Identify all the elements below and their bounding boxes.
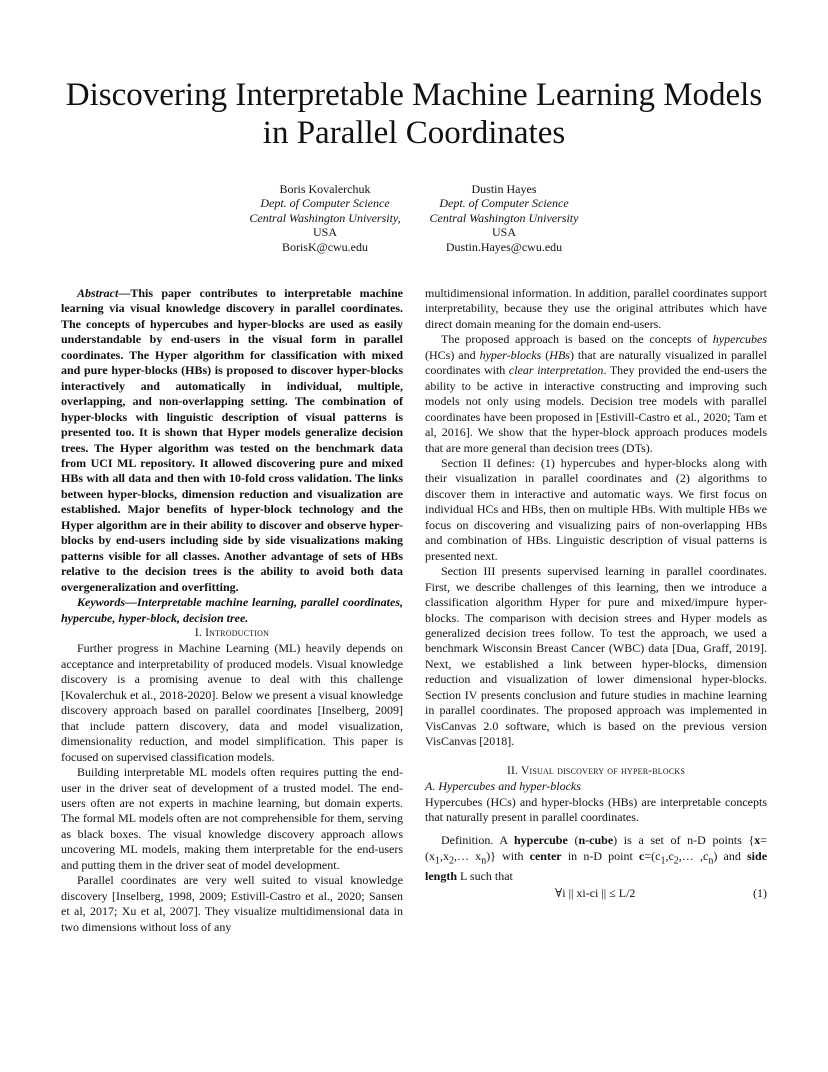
term-hypercubes: hypercubes — [712, 332, 767, 347]
paragraph: Hypercubes (HCs) and hyper-blocks (HBs) are interpretable concepts that naturally present in parallel coordinates. — [425, 794, 767, 824]
term-hbs: HBs — [549, 347, 570, 362]
text-run: ,x — [440, 848, 449, 863]
text-run: L such that — [457, 868, 513, 883]
definition-paragraph: Definition. A hypercube (n-cube) is a set of n-D points {$x=(x_1,x_2,\dots$ $x_n$)} with center in n-D point $c=(c_1,c_2,\dots$ $,c_n$) and side length L such that — [425, 833, 768, 883]
text-run: . They provided the end-users the ability to be active in interactive constructing and improving such models not only using models. Decision tree models with parallel coordinates have been proposed in [Estivill-Castro et al., 2020; Tam et al, 2016]. We show that the hyper-block approach produces models that are more general than decision trees (DTs). — [425, 363, 768, 455]
section-heading-visual-discovery: II. Visual discovery of hyper-blocks — [506, 764, 686, 777]
abstract-body: —This paper contributes to interpretable machine learning via visual knowledge discovery in parallel coordinates. The concepts of hypercubes and hyper-blocks are used as easily understandable by end-users in the visual form in parallel coordinates. The Hyper algorithm for classification with mixed and pure hyper-blocks (HBs) is proposed to discover hyper-blocks interactively and automatically in individual, multiple, overlapping, and non-overlapping setting. The combination of hyper-blocks with linguistic description of visual patterns is presented too. It is shown that Hyper models generalize decision trees. The Hyper algorithm was tested on the benchmark data from UCI ML repository. It allowed discovering pure and mixed HBs with all data and then with 10-fold cross validation. The links between hyper-blocks, dimension reduction and visualization are established. Major benefits of hyper-block technology and the Hyper algorithm are in their ability to discover and observe hyper-blocks by end-users including side by side visualizations making patterns visible for all classes. Another advantage of sets of HBs relative to the decision trees is the ability to avoid both data overgeneralization and overfitting. — [61, 286, 403, 594]
paragraph-continuation: multidimensional information. In addition, parallel coordinates support interpretability, because they use the original attributes which have direct domain meaning for the domain end-users. — [425, 286, 767, 331]
text-run: ,c — [665, 848, 674, 863]
abstract — [61, 286, 403, 595]
text-run: ( — [541, 347, 550, 362]
text-run: ,… ,c — [678, 848, 709, 863]
paragraph: Parallel coordinates are very well suited to visual knowledge discovery [Inselberg, 1998, 2009; Estivill-Castro et al., 2020; Sansen et al, 2017; Xu et al, 2007]. They visualize multidimensional data in two dimensions without loss of any — [61, 873, 403, 934]
author-university: Central Washington University, — [249, 210, 401, 225]
subsection-heading: A. Hypercubes and hyper-blocks — [425, 779, 581, 794]
paragraph: Section II defines: (1) hypercubes and hyper-blocks along with their visualization in parallel coordinates and (2) algorithms to discover them in interactive and automatic ways. We first focus on individual HCs and HBs, then on multiple HBs. With multiple HBs we focus on discovering and visualizing pairs of non-overlapping HBs and combination of HBs. Linguistic description of visual patterns is presented next. — [425, 455, 767, 563]
right-column — [425, 286, 767, 902]
text-run: ) that are naturally visualized in parallel coordinates with — [425, 347, 768, 378]
equation-expression: ∀i || xi-ci || ≤ L/2 — [555, 886, 636, 901]
keywords: Keywords—Interpretable machine learning, parallel coordinates, hypercube, hyper-block, decision tree. — [61, 595, 403, 625]
term-n-cube: n-cube — [578, 833, 614, 848]
symbol-c: c — [639, 848, 645, 863]
text-run: in n-D point — [561, 848, 640, 863]
author-country: USA — [312, 225, 337, 240]
term-hypercube: hypercube — [514, 833, 568, 848]
text-run: The proposed approach is based on the concepts of — [441, 332, 713, 347]
author-block-1 — [230, 182, 420, 254]
title-line-2: in Parallel Coordinates — [262, 115, 566, 151]
author-email: Dustin.Hayes@cwu.edu — [445, 239, 563, 254]
abstract-lead: Abstract — [77, 286, 119, 300]
symbol-x: x — [754, 833, 761, 848]
paragraph: Further progress in Machine Learning (ML) heavily depends on acceptance and interpretability of produced models. Visual knowledge discovery is a promising avenue to deal with this challenge [Kovalerchuk et al., 2018-2020]. Below we present a visual knowledge discovery approach based on parallel coordinates [Inselberg, 2009] that include pattern discovery, data and model visualization, dimensionality reduction, and model simplification. This paper is focused on supervised classification models. — [61, 641, 403, 764]
text-run: =(c — [644, 848, 661, 863]
text-run: (HCs) and — [425, 347, 480, 362]
term-clear-interpretation: clear interpretation — [508, 363, 604, 378]
text-run: =(x — [425, 833, 767, 863]
author-university: Central Washington University — [429, 210, 579, 225]
term-side-length: side length — [425, 848, 768, 883]
paragraph: Building interpretable ML models often requires putting the end-user in the driver seat of development of a trusted model. The end-users often are not experts in machine learning, but domain experts. The formal ML models often are not comprehensible for them, serving as black boxes. The visual knowledge discovery approach allows uncovering ML models, making them interpretable for the end-users and putting them in the driver seat of model development. — [61, 765, 403, 872]
paragraph — [425, 332, 767, 456]
equation-1 — [425, 886, 767, 902]
title-line-1: Discovering Interpretable Machine Learning Models — [65, 77, 763, 113]
author-country: USA — [491, 225, 516, 240]
text-run: )} with — [486, 848, 530, 863]
author-name: Dustin Hayes — [471, 182, 537, 196]
equation-number: (1) — [753, 886, 767, 901]
term-center: center — [529, 848, 562, 863]
text-run: Definition. A — [441, 833, 514, 848]
text-run: ( — [567, 833, 579, 848]
author-name: Boris Kovalerchuk — [279, 182, 371, 196]
text-run: ) and — [713, 848, 748, 863]
author-email: BorisK@cwu.edu — [281, 239, 369, 254]
section-heading-introduction: I. Introduction — [194, 626, 270, 639]
term-hyper-blocks: hyper-blocks — [479, 347, 542, 362]
text-run: ) is a set of n-D points { — [613, 833, 755, 848]
paper-title — [40, 76, 788, 152]
text-run: ,… x — [454, 848, 482, 863]
author-block-2 — [416, 182, 592, 254]
paragraph: Section III presents supervised learning in parallel coordinates. First, we describe challenges of this learning, then we introduce a classification algorithm Hyper for pure and mixed/impure hyper-blocks. The comparison with decision strees and Hyper models as generalized decision trees follow. To test the approach, we used a benchmark Wisconsin Breast Cancer (WBC) data [Dua, Graff, 2019]. Next, we established a link between hyper-blocks, dimension reduction and visualization of lower dimensional hyper-blocks. Section IV presents conclusion and future studies in machine learning in parallel coordinates. The proposed approach was implemented in VisCanvas 2.0 software, which is based on the previous version VisCanvas [2018]. — [425, 564, 767, 749]
left-column — [61, 286, 403, 935]
author-dept: Dept. of Computer Science — [260, 196, 390, 211]
author-dept: Dept. of Computer Science — [439, 196, 569, 211]
